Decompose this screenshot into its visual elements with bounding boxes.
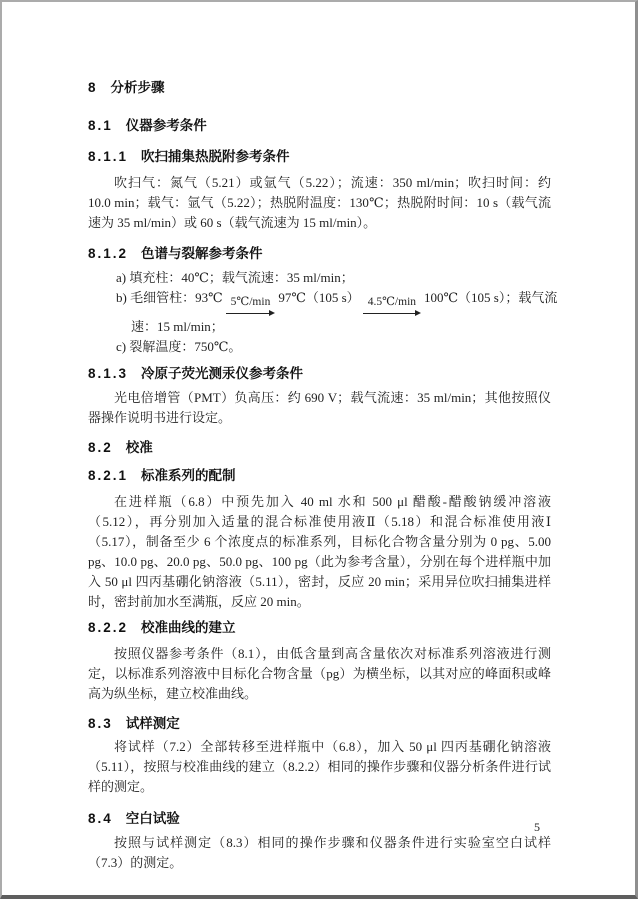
- clause-8-1-3-heading: [88, 366, 551, 382]
- temp-ramp-arrow-2: [363, 296, 421, 317]
- clause-title: 色谱与裂解参考条件: [141, 246, 263, 261]
- list-item-c: c) 裂解温度：750℃。: [116, 339, 242, 354]
- clause-number: 8.1.2: [88, 246, 129, 261]
- arrow-head-icon: [269, 310, 275, 316]
- clause-8-3-heading: [88, 716, 551, 732]
- temp-program-list: [116, 268, 558, 357]
- arrow-head-icon: [415, 310, 421, 316]
- clause-8-3-paragraph: 将试样（7.2）全部转移至进样瓶中（6.8），加入 50 μl 四丙基硼化钠溶液（5.11），按照与校准曲线的建立（8.2.2）相同的操作步骤和仪器分析条件进行试样的测定。: [88, 739, 551, 794]
- clause-title: 校准: [125, 440, 153, 455]
- clause-number: 8.1: [88, 118, 113, 133]
- clause-number: 8.1.3: [88, 366, 129, 381]
- clause-title: 试样测定: [125, 716, 180, 731]
- section-title: 分析步骤: [110, 80, 165, 95]
- clause-8-2-1-heading: [88, 468, 551, 484]
- clause-title: 标准系列的配制: [141, 468, 236, 483]
- clause-8-1-3-paragraph: 光电倍增管（PMT）负高压：约 690 V；载气流速：35 ml/min；其他按照仪器操作说明书进行设定。: [88, 390, 551, 425]
- clause-title: 空白试验: [125, 811, 180, 826]
- clause-title: 冷原子荧光测汞仪参考条件: [141, 366, 304, 381]
- temp-step-1: 97℃（105 s）: [278, 290, 360, 305]
- capillary-column-start: b) 毛细管柱：93℃: [116, 290, 223, 305]
- temp-step-2: 100℃（105 s）；载气流: [424, 290, 558, 305]
- clause-8-1-heading: [88, 118, 551, 134]
- section-8-heading: [88, 80, 551, 96]
- clause-number: 8.1.1: [88, 149, 129, 164]
- ramp-rate-label-2: 4.5℃/min: [367, 296, 417, 308]
- ramp-rate-label-1: 5℃/min: [230, 296, 271, 308]
- clause-title: 仪器参考条件: [125, 118, 207, 133]
- clause-8-1-1-paragraph: 吹扫气：氮气（5.21）或氩气（5.22）；流速：350 ml/min；吹扫时间：约 10.0 min；载气：氩气（5.22）；热脱附温度：130℃；热脱附时间：10 s（载气流速为 35 ml/min）或 60 s（载气流速为 15 ml/min）。: [88, 175, 551, 230]
- clause-8-1-1-heading: [88, 149, 551, 165]
- clause-8-2-heading: [88, 440, 551, 456]
- list-item-a: a) 填充柱：40℃；载气流速：35 ml/min；: [116, 270, 354, 285]
- ramp-arrow-line-1: [226, 309, 276, 317]
- clause-title: 吹扫捕集热脱附参考条件: [141, 149, 290, 164]
- clause-number: 8.3: [88, 716, 113, 731]
- page-content: [2, 2, 635, 873]
- clause-title: 校准曲线的建立: [141, 620, 236, 635]
- clause-number: 8.4: [88, 811, 113, 826]
- clause-8-4-paragraph: 按照与试样测定（8.3）相同的操作步骤和仪器条件进行实验室空白试样（7.3）的测定。: [88, 835, 551, 870]
- clause-8-2-2-paragraph: 按照仪器参考条件（8.1），由低含量到高含量依次对标准系列溶液进行测定，以标准系列溶液中目标化合物含量（pg）为横坐标，以其对应的峰面积或峰高为纵坐标，建立校准曲线。: [88, 646, 551, 701]
- ramp-arrow-line-2: [363, 309, 421, 317]
- temp-ramp-arrow-1: [226, 296, 276, 317]
- list-item-b: [116, 288, 558, 337]
- page-number: 5: [534, 820, 540, 834]
- clause-8-4-heading: [88, 811, 551, 827]
- clause-number: 8.2.1: [88, 468, 129, 483]
- clause-number: 8.2: [88, 440, 113, 455]
- clause-8-2-2-heading: [88, 620, 551, 636]
- section-number: 8: [88, 80, 98, 95]
- clause-8-2-1-paragraph: 在进样瓶（6.8）中预先加入 40 ml 水和 500 μl 醋酸-醋酸钠缓冲溶液（5.12），再分别加入适量的混合标准使用液Ⅱ（5.18）和混合标准使用液Ⅰ（5.17），制备至少 6 个浓度点的标准系列，目标化合物含量分别为 0 pg、5.00 pg、10.0 pg、20.0 pg、50.0 pg、100 pg（此为参考含量），分别在每个进样瓶中加入 50 μl 四丙基硼化钠溶液（5.11），密封，反应 20 min；采用异位吹扫捕集进样时，密封前加水至满瓶，反应 20 min。: [88, 494, 551, 609]
- clause-8-1-2-heading: [88, 246, 551, 262]
- list-item-b-continuation: 速：15 ml/min；: [131, 319, 224, 334]
- clause-number: 8.2.2: [88, 620, 129, 635]
